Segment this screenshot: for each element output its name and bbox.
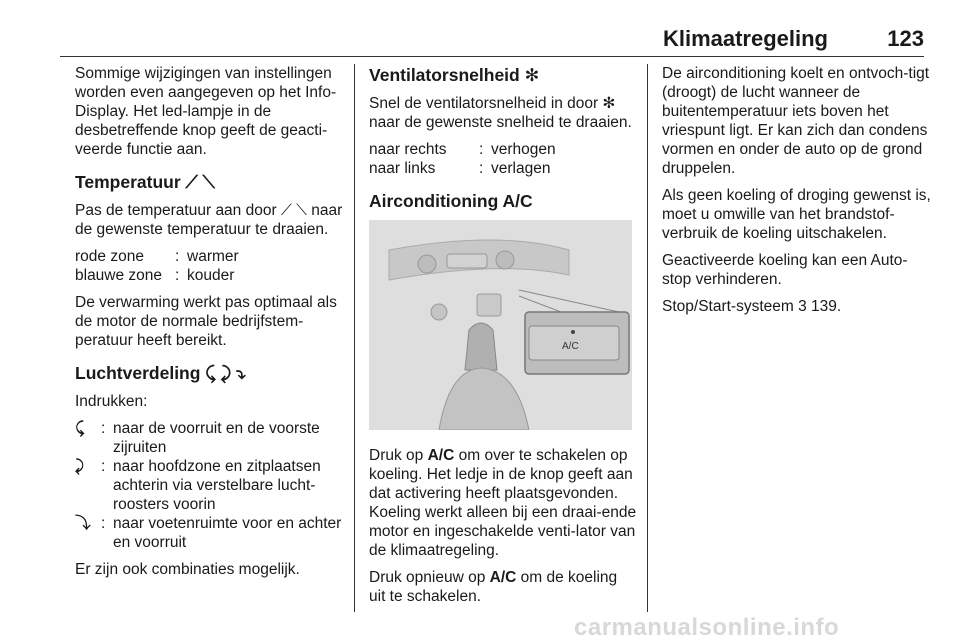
windscreen-air-icon: ⤹ [75,420,85,437]
page-number: 123 [887,26,924,51]
fan-icon: ✻ [524,65,540,85]
airco-info-1: De airconditioning koelt en ontvoch-tigt (droogt) de lucht wanneer de buitentemperatuur iets boven het vriespunt ligt. Er kan zich dan condens vormen en onder de auto op de grond druppelen. [662,65,930,177]
fan-paragraph: Snel de ventilatorsnelheid in door ✻ naar de gewenste snelheid te draaien. [369,95,632,131]
airco-info-2: Als geen koeling of droging gewenst is, moet u omwille van het brandstof-verbruik de koeling uitschakelen. [662,187,931,242]
air-distribution-icons: ⤹ ⤸ ⤵ [205,363,246,383]
stop-start-reference: Stop/Start-systeem 3 139. [662,298,842,315]
console-illustration [369,220,632,430]
table-row: naar rechts : verhogen [369,141,556,158]
photo-ac-label: A/C [562,341,579,352]
column-left [75,64,347,587]
temperature-heading: Temperatuur ⟋ ⟍ [75,172,215,192]
page-title: Klimaatregeling [662,26,828,51]
table-row: rode zone : warmer [75,248,239,265]
temperature-note: De verwarming werkt pas optimaal als de motor de normale bedrijfstem-peratuur heeft bereikt. [75,294,337,349]
stop-start-link[interactable]: 139. [811,298,842,315]
column-right [662,64,932,324]
watermark: carmanualsonline.info [574,614,840,641]
head-air-icon: ⤸ [75,458,85,475]
airco-info-3: Geactiveerde koeling kan een Auto-stop verhinderen. [662,252,908,288]
ac-button-ref: A/C [489,569,517,586]
fan-speed-heading: Ventilatorsnelheid ✻ [369,65,540,85]
column-middle [369,64,637,614]
list-item: ⤹ : naar de voorruit en de voorste zijruiten [75,420,320,456]
temperature-paragraph: Pas de temperatuur aan door ⟋ ⟍ naar de gewenste temperatuur te draaien. [75,202,343,238]
list-item: ⤸ : naar hoofdzone en zitplaatsen achterin via verstelbare lucht-roosters voorin [75,458,321,513]
ac-button-ref: A/C [427,447,455,464]
page-reference-icon: 3 [798,298,807,315]
intro-paragraph: Sommige wijzigingen van instellingen worden even aangegeven op het Info-Display. Het led-lampje in de desbetreffende knop geeft de geacti-veerde functie aan. [75,65,337,158]
temperature-table [75,247,347,285]
page-header [60,0,924,57]
temperature-knob-icon: ⟋ ⟍ [185,172,215,192]
airco-paragraph-1: Druk op A/C om over te schakelen op koeling. Het ledje in de knop geeft aan dat activering heeft plaatsgevonden. Koeling werkt alleen bij een draai-ende motor en ingeschakelde venti-lator van de klimaatregeling. [369,447,637,559]
table-row: blauwe zone : kouder [75,267,235,284]
column-divider [354,64,355,612]
column-divider [647,64,648,612]
foot-air-icon: ⤵ [75,515,91,532]
air-distribution-list [75,419,347,552]
console-photo [369,220,632,430]
air-press-label: Indrukken: [75,393,148,410]
airco-heading: Airconditioning A/C [369,191,533,211]
fan-icon: ✻ [602,95,616,112]
air-distribution-heading: Luchtverdeling ⤹ ⤸ ⤵ [75,363,246,383]
air-note: Er zijn ook combinaties mogelijk. [75,561,300,578]
airco-paragraph-2: Druk opnieuw op A/C om de koeling uit te schakelen. [369,569,618,605]
list-item: ⤵ : naar voetenruimte voor en achter en voorruit [75,515,342,551]
fan-table [369,140,637,178]
temperature-knob-icon: ⟋ ⟍ [280,202,307,219]
table-row: naar links : verlagen [369,160,551,177]
